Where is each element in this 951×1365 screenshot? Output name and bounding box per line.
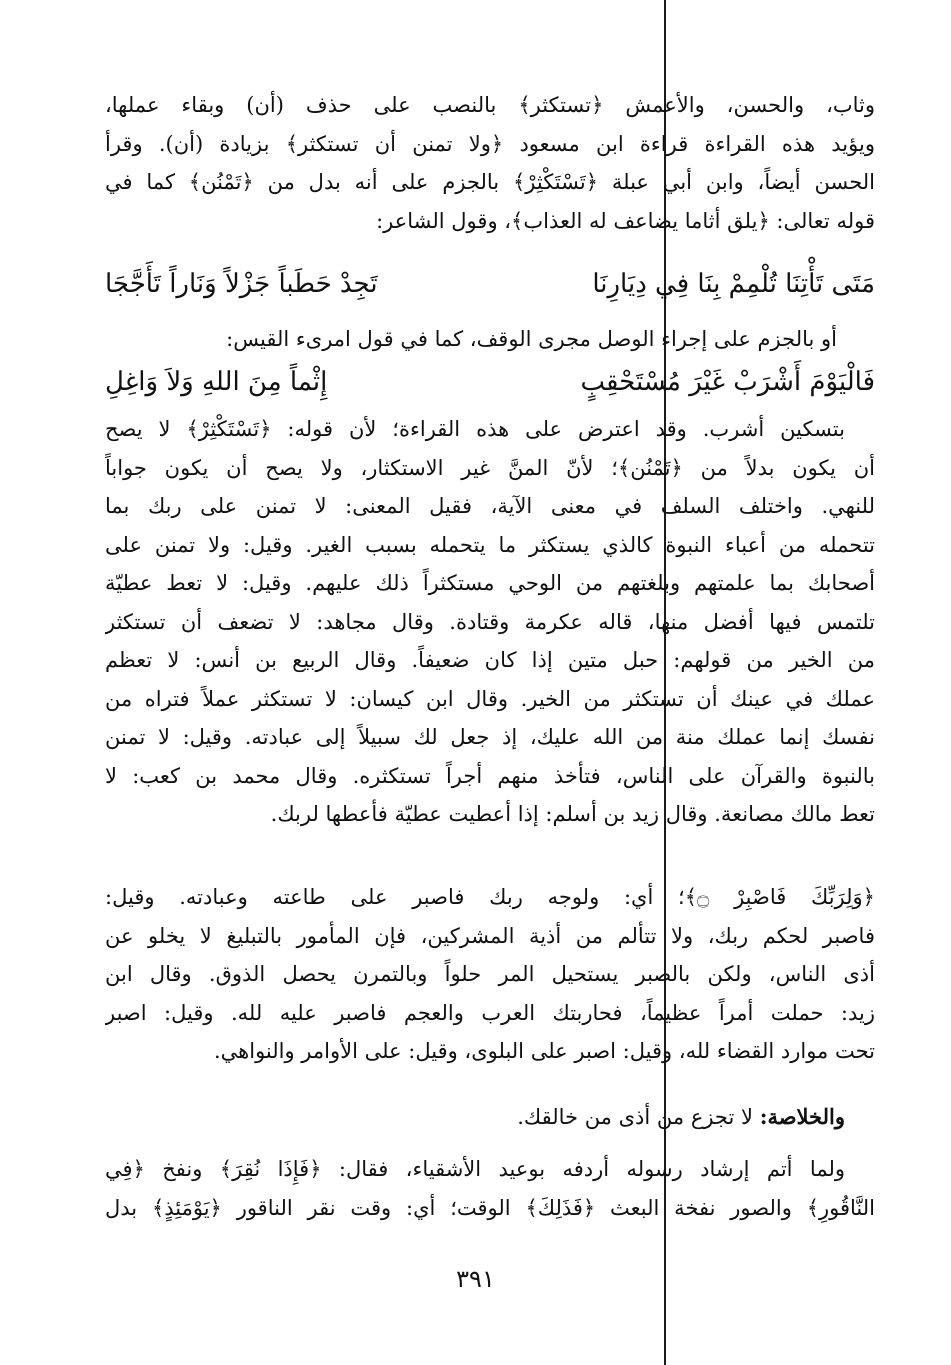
paragraph-line: بالنبوة والقرآن على الناس، فتأخذ منهم أجراً تستكثره. وقال محمد بن كعب: لا	[105, 763, 875, 788]
paragraph-line: النَّاقُورِ﴾ والصور نفخة البعث ﴿فَذَلِكَ﴾ الوقت؛ أي: وقت نقر الناقور ﴿يَوْمَئِذٍ﴾ بدل	[105, 1195, 875, 1220]
paragraph-line: ﴿وَلِرَبِّكَ فَاصْبِرْ ۝﴾؛ أي: ولوجه ربك فاصبر على طاعته وعبادته. وقيل:	[105, 885, 875, 909]
paragraph-line: الحسن أيضاً، وابن أبي عبلة ﴿تَسْتَكْثِرْ﴾ بالجزم على أنه بدل من ﴿تَمْنُن﴾ كما في	[105, 170, 875, 194]
summary-label: والخلاصة:	[759, 1104, 845, 1129]
verse-2	[105, 360, 875, 404]
paragraph-line: فاصبر لحكم ربك، ولا تتألم من أذية المشركين، فإن المأمور بالتبليغ لا يخلو عن	[105, 923, 875, 948]
verse-second-hemistich: تَجِدْ حَطَباً جَزْلاً وَنَاراً تَأَجَّجَا	[105, 269, 378, 299]
paragraph-line: نفسك إنما عملك منة من الله عليك، إذ جعل لك سبيلاً إلى عبادته. وقيل: لا تمنن	[105, 725, 875, 749]
paragraph-line: عملك في عينك أن تستكثر من الخير. وقال ابن كيسان: لا تستكثر عملاً فتراه من	[105, 686, 875, 711]
paragraph-line: ولما أتم إرشاد رسوله أردفه بوعيد الأشقياء، فقال: ﴿فَإِذَا نُقِرَ﴾ ونفخ ﴿فِي	[105, 1157, 845, 1181]
paragraph-line: أن يكون بدلاً من ﴿تَمْنُن﴾؛ لأنّ المنَّ غير الاستكثار، ولا يصح أن يكون جواباً	[105, 455, 875, 480]
paragraph-5	[105, 1150, 875, 1227]
paragraph-line: تلتمس فيها أفضل منها، قاله عكرمة وقتادة. وقال مجاهد: لا تضعف أن تستكثر	[105, 609, 875, 634]
paragraph-line: قوله تعالى: ﴿يلق أثاما يضاعف له العذاب﴾، وقول الشاعر:	[376, 208, 875, 233]
paragraph-line: تتحمله من أعباء النبوة كالذي يستكثر ما يتحمله بسبب الغير. وقيل: ولا تمنن على	[105, 532, 875, 557]
paragraph-line: تحت موارد القضاء لله، وقيل: اصبر على البلوى، وقيل: على الأوامر والنواهي.	[213, 1039, 875, 1063]
verse-1	[105, 262, 875, 306]
summary-text: لا تجزع من أذى من خالقك.	[517, 1105, 753, 1129]
paragraph-line: للنهي. واختلف السلف في معنى الآية، فقيل المعنى: لا تمنن على ربك بما	[105, 494, 875, 518]
summary-line	[105, 1098, 875, 1137]
paragraph-line: أو بالجزم على إجراء الوصل مجرى الوقف، كما في قول امرىء القيس:	[226, 327, 837, 351]
paragraph-line: تعط مالك مصانعة. وقال زيد بن أسلم: إذا أعطيت عطيّة فأعطها لربك.	[270, 802, 875, 826]
paragraph-4	[105, 878, 875, 1071]
paragraph-line: من الخير من قولهم: حبل متين إذا كان ضعيفاً. وقال الربيع بن أنس: لا تعظم	[105, 648, 875, 672]
paragraph-3	[105, 410, 875, 834]
summary-paragraph	[105, 1098, 875, 1137]
verse-first-hemistich: مَتَى تَأْتِنَا تُلْمِمْ بِنَا فِي دِيَارِنَا	[592, 269, 875, 299]
paragraph-2	[105, 320, 875, 359]
paragraph-line: أصحابك بما علمتهم وبلغتهم من الوحي مستكثراً ذلك عليهم. وقيل: لا تعط عطيّة	[105, 571, 875, 595]
verse-second-hemistich: إِثْماً مِنَ اللهِ وَلاَ وَاغِلِ	[105, 367, 328, 397]
paragraph-line: ويؤيد هذه القراءة قراءة ابن مسعود ﴿ولا تمنن أن تستكثر﴾ بزيادة (أن). وقرأ	[105, 131, 875, 156]
paragraph-line: وثاب، والحسن، والأعمش ﴿تستكثر﴾ بالنصب على حذف (أن) وبقاء عملها،	[105, 93, 875, 117]
page-number: ٣٩١	[456, 1265, 495, 1293]
paragraph-line: بتسكين أشرب. وقد اعترض على هذه القراءة؛ لأن قوله: ﴿تَسْتَكْثِرْ﴾ لا يصح	[105, 417, 845, 441]
paragraph-line: أذى الناس، ولكن بالصبر يستحيل المر حلواً وبالتمرن يحصل الذوق. وقال ابن	[105, 962, 875, 986]
verse-first-hemistich: فَالْيَوْمَ أَشْرَبْ غَيْرَ مُسْتَحْقِبٍ	[580, 367, 875, 397]
paragraph-1	[105, 86, 875, 240]
paragraph-line: زيد: حملت أمراً عظيماً، فحاربتك العرب والعجم فاصبر عليه لله. وقيل: اصبر	[105, 1000, 875, 1025]
